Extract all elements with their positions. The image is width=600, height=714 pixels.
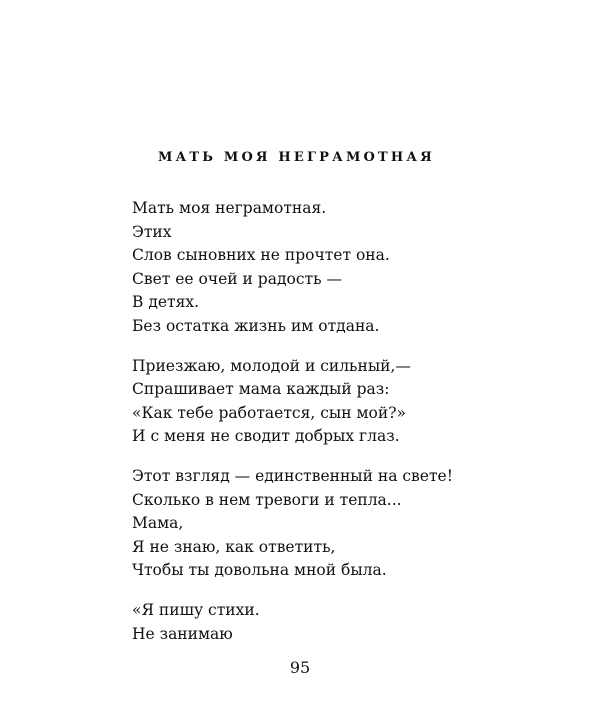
poem-line: Этот взгляд — единственный на свете! (132, 466, 453, 485)
poem-line: «Я пишу стихи. (132, 600, 260, 619)
poem-line: Приезжаю, молодой и сильный,— (132, 356, 411, 375)
poem-line: Этих (132, 222, 172, 241)
poem-line: В детях. (132, 293, 200, 312)
poem-line: Чтобы ты довольна мной была. (132, 561, 387, 580)
page-number: 95 (289, 658, 311, 677)
stanza (132, 197, 552, 339)
poem-line: Спрашивает мама каждый раз: (132, 380, 390, 399)
poem-line: Я не знаю, как ответить, (132, 537, 336, 556)
poem-body (132, 197, 552, 662)
poem-line: Не занимаю (132, 624, 233, 643)
stanza (132, 355, 552, 449)
poem-line: Свет ее очей и радость — (132, 269, 342, 288)
poem-line: Сколько в нем тревоги и тепла... (132, 490, 402, 509)
poem-line: Без остатка жизнь им отдана. (132, 316, 380, 335)
poem-line: Слов сыновних не прочтет она. (132, 246, 390, 265)
poem-line: Мать моя неграмотная. (132, 199, 327, 217)
stanza (132, 465, 552, 583)
poem-line: И с меня не сводит добрых глаз. (132, 427, 400, 446)
stanza (132, 599, 552, 646)
poem-line: Мама, (132, 514, 184, 533)
poem-title: МАТЬ МОЯ НЕГРАМОТНАЯ (158, 150, 435, 165)
poem-line: «Как тебе работается, сын мой?» (132, 403, 407, 422)
